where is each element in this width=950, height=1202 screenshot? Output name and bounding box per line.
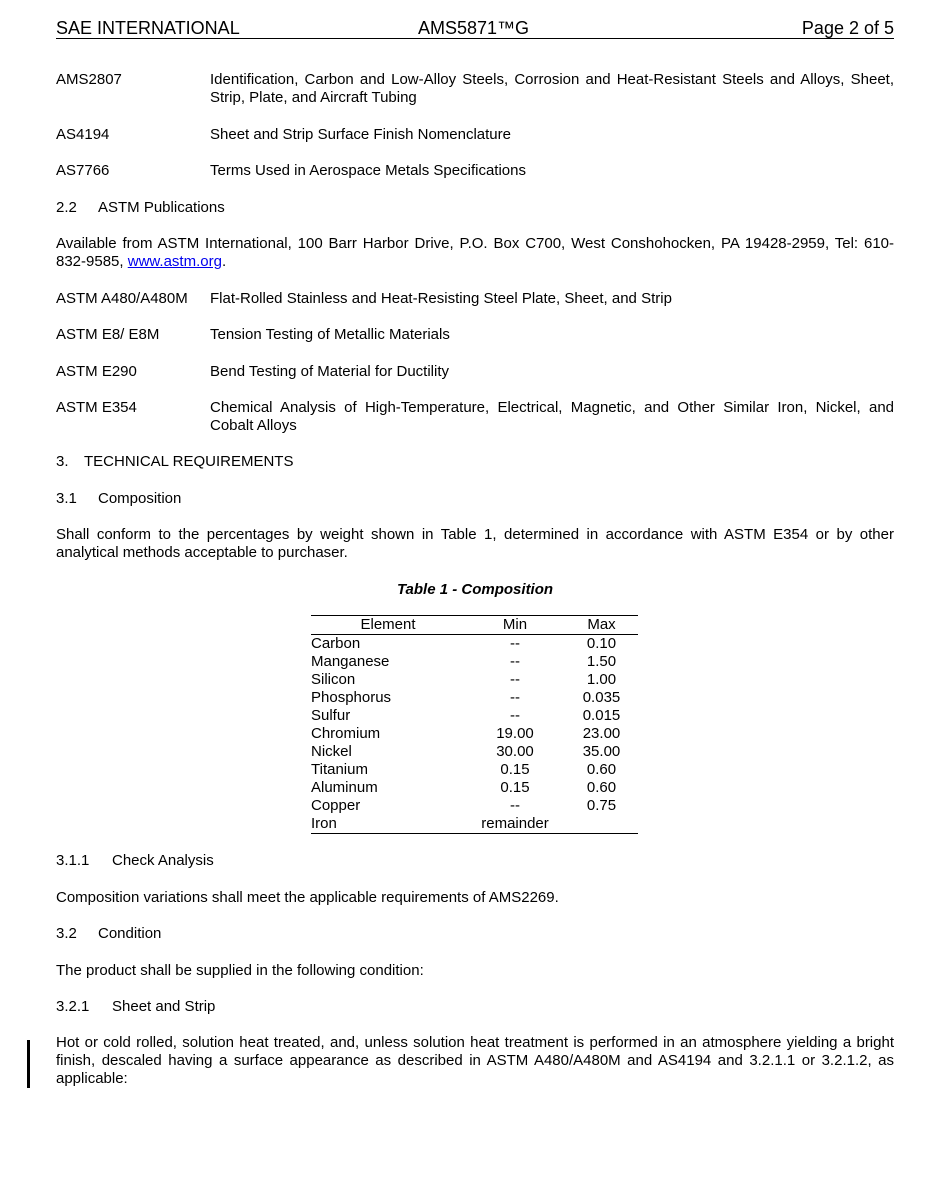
cell-element: Carbon xyxy=(311,635,361,652)
reference-title: Chemical Analysis of High-Temperature, Electrical, Magnetic, and Other Similar Iron, Nickel, and Cobalt Alloys xyxy=(210,399,894,434)
revision-change-bar xyxy=(27,1040,30,1088)
reference-code: ASTM E354 xyxy=(56,399,137,416)
condition-paragraph: The product shall be supplied in the following condition: xyxy=(56,962,424,979)
check-analysis-paragraph: Composition variations shall meet the applicable requirements of AMS2269. xyxy=(56,889,559,906)
reference-code: AS7766 xyxy=(56,162,110,179)
table-row xyxy=(311,761,638,779)
reference-title: Identification, Carbon and Low-Alloy Steels, Corrosion and Heat-Resistant Steels and Alloys, Sheet, Strip, Plate, and Aircraft Tubing xyxy=(210,71,894,106)
cell-max: 0.015 xyxy=(582,707,621,724)
header-element: Element xyxy=(360,616,416,633)
cell-max: 0.10 xyxy=(586,635,617,652)
cell-max: 0.60 xyxy=(586,761,617,778)
section-number: 3. xyxy=(56,453,69,470)
table-row xyxy=(311,743,638,761)
sheet-strip-paragraph: Hot or cold rolled, solution heat treated, and, unless solution heat treatment is performed in an atmosphere yielding a bright finish, descaled having a surface appearance as described in ASTM A480/A480M and AS4194 and 3.2.1.1 or 3.2.1.2, as applicable: xyxy=(56,1034,894,1087)
reference-code: AS4194 xyxy=(56,126,110,143)
cell-min: -- xyxy=(510,671,520,688)
section-title: Check Analysis xyxy=(112,852,214,869)
composition-paragraph: Shall conform to the percentages by weight shown in Table 1, determined in accordance with ASTM E354 or by other analytical methods acceptable to purchaser. xyxy=(56,526,894,561)
section-title: ASTM Publications xyxy=(98,199,225,216)
cell-max xyxy=(565,815,638,834)
table-caption: Table 1 - Composition xyxy=(396,581,554,598)
table-row xyxy=(311,671,638,689)
table-row xyxy=(311,635,638,654)
cell-max: 23.00 xyxy=(582,725,621,742)
cell-min: 30.00 xyxy=(496,743,534,760)
table-row xyxy=(311,689,638,707)
cell-max: 1.50 xyxy=(586,653,617,670)
reference-title: Bend Testing of Material for Ductility xyxy=(210,363,449,380)
reference-entry xyxy=(56,290,894,308)
reference-title: Sheet and Strip Surface Finish Nomenclature xyxy=(210,126,511,143)
reference-code: ASTM E290 xyxy=(56,363,137,380)
reference-code: ASTM E8/ E8M xyxy=(56,326,160,343)
header-doc-id: AMS5871™G xyxy=(418,18,530,38)
cell-element: Manganese xyxy=(311,653,390,670)
reference-entry xyxy=(56,326,894,344)
cell-min: -- xyxy=(510,707,520,724)
table-row xyxy=(311,653,638,671)
section-title: TECHNICAL REQUIREMENTS xyxy=(84,453,294,470)
header-max: Max xyxy=(587,616,616,633)
section-number: 3.1.1 xyxy=(56,852,90,869)
cell-element: Phosphorus xyxy=(311,689,392,706)
cell-min: remainder xyxy=(481,815,549,832)
cell-element: Chromium xyxy=(311,725,381,742)
cell-max: 0.75 xyxy=(586,797,617,814)
page-header xyxy=(56,18,894,39)
section-heading-3-2 xyxy=(56,925,894,943)
section-number: 3.2.1 xyxy=(56,998,90,1015)
header-min: Min xyxy=(502,616,528,633)
composition-table xyxy=(311,615,638,834)
reference-entry xyxy=(56,363,894,381)
cell-max: 0.60 xyxy=(586,779,617,796)
header-org: SAE INTERNATIONAL xyxy=(56,18,240,38)
section-heading-3 xyxy=(56,453,894,471)
reference-title: Flat-Rolled Stainless and Heat-Resisting Steel Plate, Sheet, and Strip xyxy=(210,290,672,307)
section-heading-3-2-1 xyxy=(56,998,894,1016)
astm-website-link[interactable]: www.astm.org xyxy=(127,253,222,270)
reference-code: ASTM A480/A480M xyxy=(56,290,188,307)
table-row xyxy=(311,779,638,797)
section-title: Composition xyxy=(98,490,182,507)
section-number: 2.2 xyxy=(56,199,77,216)
table-row xyxy=(311,707,638,725)
reference-entry xyxy=(56,126,894,144)
cell-max: 0.035 xyxy=(582,689,621,706)
table-row xyxy=(311,797,638,815)
availability-suffix: . xyxy=(221,253,227,270)
section-number: 3.2 xyxy=(56,925,77,942)
cell-element: Aluminum xyxy=(311,779,378,796)
table-row xyxy=(311,725,638,743)
cell-element: Sulfur xyxy=(311,707,351,724)
section-title: Condition xyxy=(98,925,162,942)
cell-min: 0.15 xyxy=(500,779,530,796)
cell-min: 0.15 xyxy=(500,761,530,778)
section-heading-3-1 xyxy=(56,490,894,508)
reference-entry xyxy=(56,71,894,107)
header-page-number: Page 2 of 5 xyxy=(801,18,894,38)
cell-element: Nickel xyxy=(311,743,352,760)
astm-availability-paragraph xyxy=(56,235,894,271)
cell-element: Iron xyxy=(311,815,337,832)
cell-max: 35.00 xyxy=(582,743,621,760)
reference-title: Tension Testing of Metallic Materials xyxy=(210,326,450,343)
table-row xyxy=(311,815,638,834)
table-header-row xyxy=(311,616,638,635)
availability-text: Available from ASTM International, 100 Barr Harbor Drive, P.O. Box C700, West Conshohocken, PA 19428-2959, Tel: 610-832-9585, xyxy=(56,235,894,270)
cell-max: 1.00 xyxy=(586,671,617,688)
cell-min: -- xyxy=(510,635,520,652)
section-title: Sheet and Strip xyxy=(112,998,216,1015)
cell-min: -- xyxy=(510,797,520,814)
reference-code: AMS2807 xyxy=(56,71,122,88)
section-heading-3-1-1 xyxy=(56,852,894,870)
cell-min: 19.00 xyxy=(496,725,534,742)
cell-element: Silicon xyxy=(311,671,356,688)
section-heading-2-2 xyxy=(56,199,894,217)
section-number: 3.1 xyxy=(56,490,77,507)
reference-entry xyxy=(56,399,894,435)
cell-element: Titanium xyxy=(311,761,368,778)
reference-title: Terms Used in Aerospace Metals Specifications xyxy=(210,162,526,179)
reference-entry xyxy=(56,162,894,180)
cell-element: Copper xyxy=(311,797,361,814)
cell-min: -- xyxy=(510,689,520,706)
cell-min: -- xyxy=(510,653,520,670)
